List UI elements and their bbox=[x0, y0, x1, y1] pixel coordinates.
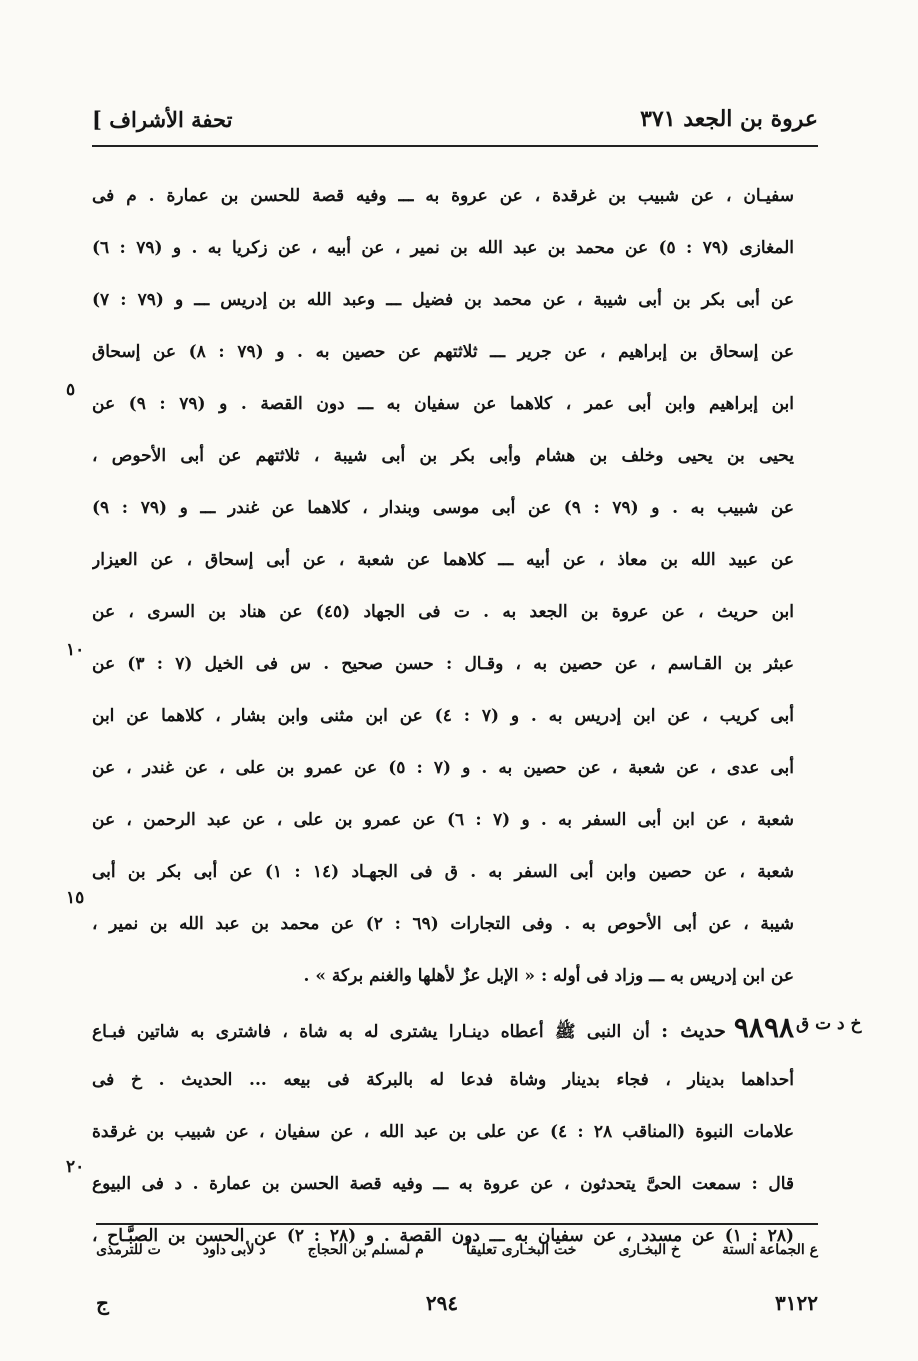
hadith-sigla: خ د ت ق bbox=[796, 1014, 862, 1034]
footer-rule bbox=[96, 1223, 818, 1225]
hadith-line: (٢٨ : ١) عن مسدد ، عن سفيان به ـــ دون القصة . و (٢٨ : ٢) عن الحسن بن الصبَّـاح ، bbox=[92, 1226, 794, 1246]
hadith-line: علامات النبوة (المناقب ٢٨ : ٤) عن على بن عبد الله ، عن سفيان ، عن شبيب بن غرقدة bbox=[92, 1122, 794, 1142]
text-line: أبى كريب ، عن ابن إدريس به . و (٧ : ٤) عن ابن مثنى وابن بشار ، كلاهما عن ابن bbox=[92, 706, 794, 726]
legend-item: خت البخـارى تعليقاً bbox=[465, 1242, 577, 1258]
page-footer bbox=[96, 1286, 818, 1320]
section-title: عروة بن الجعد ٣٧١ bbox=[640, 106, 818, 132]
main-text bbox=[92, 170, 794, 1262]
page-number: ٢٩٤ bbox=[425, 1291, 459, 1315]
text-line: عن أبى بكر بن أبى شيبة ، عن محمد بن فضيل ـــ وعبد الله بن إدريس ـــ و (٧٩ : ٧) bbox=[92, 290, 794, 310]
text-line: المغازى (٧٩ : ٥) عن محمد بن عبد الله بن نمير ، عن أبيه ، عن زكريا به . و (٧٩ : ٦) bbox=[92, 238, 794, 258]
header-rule bbox=[92, 145, 818, 147]
text-line: يحيى بن يحيى وخلف بن هشام وأبى بكر بن أبى شيبة ، ثلاثتهم عن أبى الأحوص ، bbox=[92, 446, 794, 466]
legend-item: م لمسلم بن الحجاج bbox=[307, 1242, 424, 1258]
text-line: شيبة ، عن أبى الأحوص به . وفى التجارات (٦٩ : ٢) عن محمد بن عبد الله بن نمير ، bbox=[92, 914, 794, 934]
legend-item: خ البخـارى bbox=[618, 1242, 680, 1258]
text-line: سفيـان ، عن شبيب بن غرقدة ، عن عروة به ـــ وفيه قصة للحسن بن عمارة . م فى bbox=[92, 186, 794, 206]
signature-mark: ج bbox=[96, 1291, 109, 1315]
legend-item: د لأبى داود bbox=[202, 1242, 266, 1258]
hadith-text: أن النبى ﷺ أعطاه دينـارا يشترى له به شاة ، فاشترى به شاتين فبـاع bbox=[92, 1022, 650, 1042]
legend-item: ع الجماعة الستة bbox=[722, 1242, 818, 1258]
text-line: عن ابن إدريس به ـــ وزاد فى أوله : « الإبل عزٌ لأهلها والغنم بركة » . bbox=[303, 966, 794, 986]
abbreviation-legend bbox=[96, 1234, 818, 1266]
text-line: شعبة ، عن ابن أبى السفر به . و (٧ : ٦) عن عمرو بن على ، عن عبد الرحمن ، عن bbox=[92, 810, 794, 830]
line-number-20: ٢٠ bbox=[66, 1157, 85, 1177]
legend-item: ت للترمذى bbox=[96, 1242, 161, 1258]
line-number-5: ٥ bbox=[66, 380, 76, 400]
reference-number: ٣١٢٢ bbox=[775, 1291, 818, 1315]
hadith-line: أحداهما بدينار ، فجاء بدينار وشاة فدعا له بالبركة فى بيعه ... الحديث . خ فى bbox=[92, 1070, 794, 1090]
text-line: أبى عدى ، عن شعبة ، عن حصين به . و (٧ : ٥) عن عمرو بن على ، عن غندر ، عن bbox=[92, 758, 794, 778]
hadith-label: حديث : bbox=[661, 1020, 726, 1042]
text-line: ابن إبراهيم وابن أبى عمر ، كلاهما عن سفيان به ـــ دون القصة . و (٧٩ : ٩) عن bbox=[92, 394, 794, 414]
running-header bbox=[92, 96, 818, 142]
text-line: عبثر بن القـاسم ، عن حصين به ، وقـال : حسن صحيح . س فى الخيل (٧ : ٣) عن bbox=[92, 654, 794, 674]
text-line: عن إسحاق بن إبراهيم ، عن جرير ـــ ثلاثتهم عن حصين به . و (٧٩ : ٨) عن إسحاق bbox=[92, 342, 794, 362]
line-number-15: ١٥ bbox=[66, 888, 85, 908]
hadith-heading-line bbox=[92, 1002, 794, 1054]
text-line: عن شبيب به . و (٧٩ : ٩) عن أبى موسى وبندار ، كلاهما عن غندر ـــ و (٧٩ : ٩) bbox=[92, 498, 794, 518]
text-line: عن عبيد الله بن معاذ ، عن أبيه ـــ كلاهما عن شعبة ، عن أبى إسحاق ، عن العيزار bbox=[92, 550, 794, 570]
line-number-10: ١٠ bbox=[66, 640, 85, 660]
hadith-line: قال : سمعت الحىَّ يتحدثون ، عن عروة به ـــ وفيه قصة الحسن بن عمارة . د فى البيوع bbox=[92, 1174, 794, 1194]
hadith-number: ٩٨٩٨ bbox=[733, 1011, 794, 1044]
text-line: ابن حريث ، عن عروة بن الجعد به . ت فى الجهاد (٤٥) عن هناد بن السرى ، عن bbox=[92, 602, 794, 622]
text-line: شعبة ، عن حصين وابن أبى السفر به . ق فى الجهـاد (١٤ : ١) عن أبى بكر بن أبى bbox=[92, 862, 794, 882]
book-title: [ تحفة الأشراف bbox=[92, 106, 233, 132]
